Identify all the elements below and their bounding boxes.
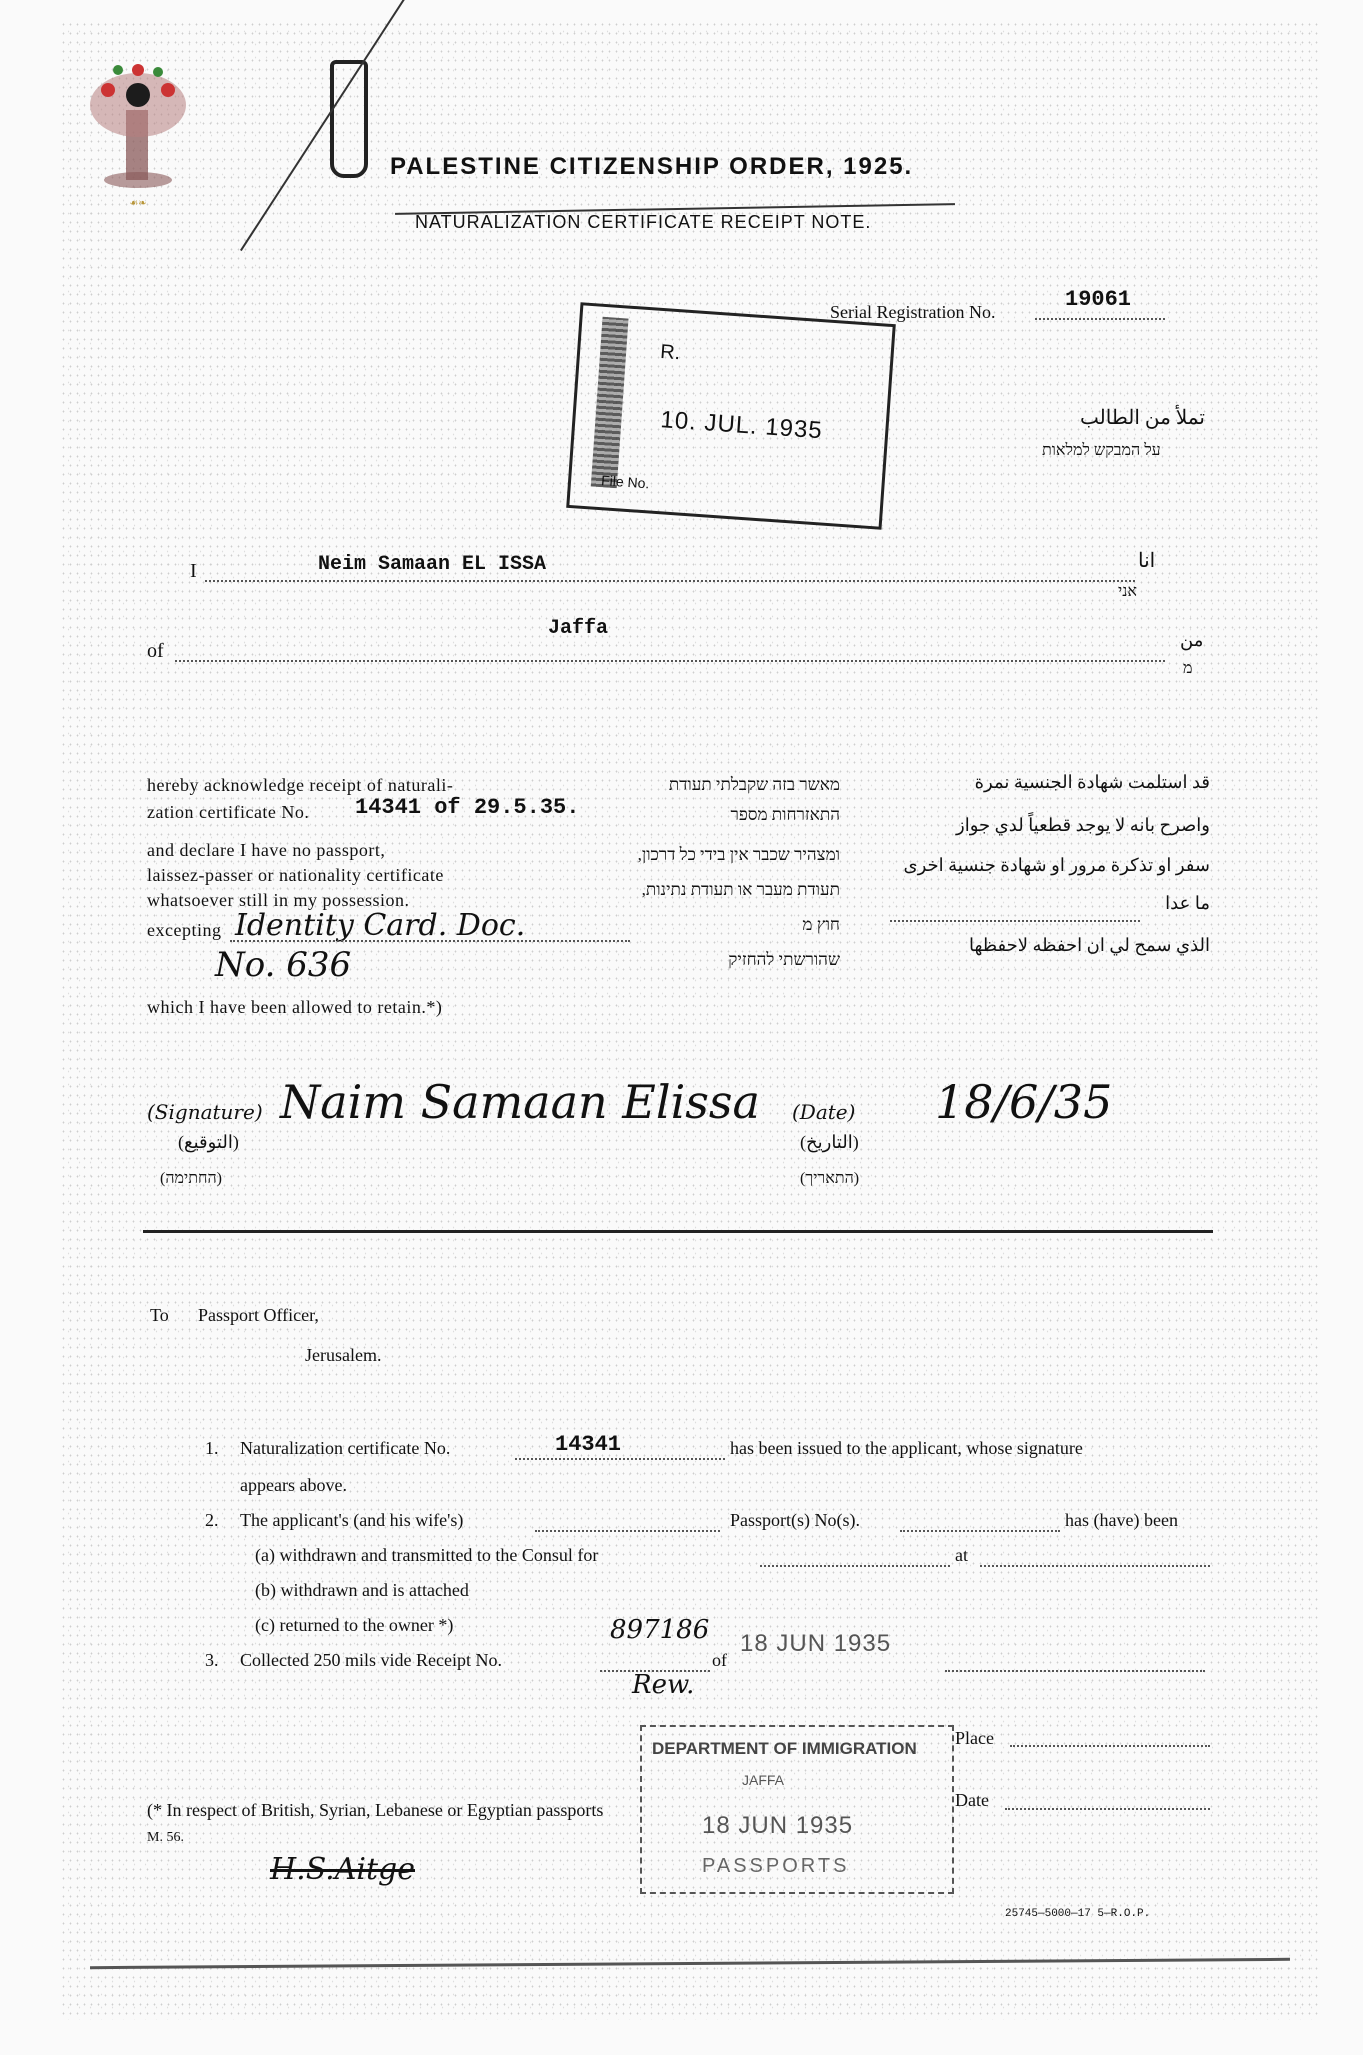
he-line3: ומצהיר שכבר אין בידי כל דרכון, bbox=[637, 845, 840, 864]
excepting-handwritten-2: No. 636 bbox=[215, 945, 352, 985]
city: Jerusalem. bbox=[305, 1345, 382, 1365]
en-line2: zation certificate No. bbox=[147, 802, 310, 822]
stamp-file-label: File No. bbox=[600, 472, 650, 492]
ar-dotline bbox=[890, 920, 1140, 922]
clip-mark bbox=[330, 60, 368, 178]
serial-number: 19061 bbox=[1065, 287, 1132, 312]
ar-line3: سفر او تذكرة مرور او شهادة جنسية اخرى bbox=[903, 855, 1210, 875]
item1-certificate: 14341 bbox=[555, 1432, 622, 1457]
excepting-handwritten: Identity Card. Doc. bbox=[235, 908, 526, 943]
item2c-text: (c) returned to the owner *) bbox=[255, 1615, 454, 1635]
item3-text: Collected 250 mils vide Receipt No. bbox=[240, 1650, 502, 1670]
form-title: PALESTINE CITIZENSHIP ORDER, 1925. bbox=[390, 153, 914, 180]
arabic-fill-note: تملأ من الطالب bbox=[1080, 407, 1205, 429]
he-line6: שהורשתי להחזיק bbox=[728, 950, 840, 969]
place-dotline bbox=[175, 660, 1165, 662]
item2-number: 2. bbox=[205, 1510, 219, 1530]
ar-line5: الذي سمح لي ان احفظه لاحفظها bbox=[968, 935, 1210, 955]
signature-label-arabic: (التوقيع) bbox=[178, 1132, 239, 1152]
to-label: To bbox=[150, 1305, 169, 1325]
item2-text-b: Passport(s) No(s). bbox=[730, 1510, 860, 1530]
of-label: of bbox=[147, 640, 164, 662]
item1-dotline bbox=[515, 1458, 725, 1460]
item1-number: 1. bbox=[205, 1438, 219, 1458]
item1-text: Naturalization certificate No. bbox=[240, 1438, 451, 1458]
ar-line4: ما عدا bbox=[1165, 893, 1210, 913]
item3-dotline-b bbox=[945, 1670, 1205, 1672]
item2-dotline-b bbox=[900, 1530, 1060, 1532]
officer-signature: H.S.Aitge bbox=[270, 1852, 415, 1887]
item2a-dotline bbox=[760, 1565, 950, 1567]
signature-label: (Signature) bbox=[147, 1100, 263, 1124]
stamp-passports: PASSPORTS bbox=[702, 1855, 850, 1877]
immigration-stamp bbox=[640, 1725, 954, 1894]
serial-label: Serial Registration No. bbox=[830, 302, 996, 322]
item3-date-stamp: 18 JUN 1935 bbox=[740, 1630, 892, 1657]
signature-date: 18/6/35 bbox=[935, 1075, 1113, 1129]
item2a-at: at bbox=[955, 1545, 968, 1565]
ar-line2: واصرح بانه لا يوجد قطعياً لدي جواز bbox=[956, 815, 1210, 835]
received-stamp bbox=[566, 302, 896, 530]
item1-text-c: appears above. bbox=[240, 1475, 347, 1495]
stamp-dept: DEPARTMENT OF IMMIGRATION bbox=[652, 1739, 917, 1758]
en-line1: hereby acknowledge receipt of naturali- bbox=[147, 775, 454, 795]
item2a-at-dotline bbox=[980, 1565, 1210, 1567]
ar-line1: قد استلمت شهادة الجنسية نمرة bbox=[974, 772, 1210, 792]
excepting-label: excepting bbox=[147, 920, 222, 940]
date-label-arabic: (التاريخ) bbox=[800, 1132, 859, 1152]
stamp-city: JAFFA bbox=[742, 1772, 785, 1788]
applicant-name: Neim Samaan EL ISSA bbox=[318, 553, 547, 576]
item3-of: of bbox=[712, 1650, 727, 1670]
retain-text: which I have been allowed to retain.*) bbox=[147, 997, 443, 1017]
item1-text-b: has been issued to the applicant, whose signature bbox=[730, 1438, 1083, 1458]
place-dotline-bottom bbox=[1010, 1745, 1210, 1747]
item3-receipt-number: 897186 bbox=[610, 1615, 710, 1645]
form-subtitle: NATURALIZATION CERTIFICATE RECEIPT NOTE. bbox=[415, 212, 872, 232]
en-line3: and declare I have no passport, bbox=[147, 840, 386, 860]
form-code: M. 56. bbox=[147, 1830, 184, 1845]
excepting-dotline bbox=[230, 940, 630, 942]
item2-dotline-a bbox=[535, 1530, 720, 1532]
hebrew-of: מ bbox=[1183, 660, 1193, 677]
date-dotline-bottom bbox=[1005, 1808, 1210, 1810]
stamp-bottom-date: 18 JUN 1935 bbox=[702, 1812, 854, 1839]
en-line5: whatsoever still in my possession. bbox=[147, 890, 410, 910]
date-label-hebrew: (התאריך) bbox=[800, 1170, 860, 1187]
en-line4: laissez-passer or nationality certificate bbox=[147, 865, 444, 885]
item2-text: The applicant's (and his wife's) bbox=[240, 1510, 464, 1530]
to-value: Passport Officer, bbox=[198, 1305, 319, 1325]
he-line4: תעודת מעבר או תעודת נתינות, bbox=[641, 880, 840, 899]
arabic-of: من bbox=[1180, 630, 1204, 650]
he-line5: חוץ מ bbox=[802, 915, 840, 934]
applicant-signature: Naim Samaan Elissa bbox=[280, 1075, 760, 1129]
place-label: Place bbox=[955, 1728, 994, 1748]
svg-text:☙❧: ☙❧ bbox=[129, 198, 147, 209]
section-divider bbox=[143, 1230, 1213, 1233]
stamp-r-label: R. bbox=[659, 340, 682, 365]
arabic-i: انا bbox=[1138, 550, 1156, 572]
hebrew-fill-note: על המבקש למלאות bbox=[1042, 442, 1161, 459]
date-label-bottom: Date bbox=[955, 1790, 989, 1810]
stamp-date: 10. JUL. 1935 bbox=[659, 406, 824, 445]
certificate-number: 14341 of 29.5.35. bbox=[355, 795, 580, 820]
applicant-place: Jaffa bbox=[548, 617, 609, 640]
item3-number: 3. bbox=[205, 1650, 219, 1670]
serial-dotline bbox=[1035, 318, 1165, 320]
name-dotline bbox=[205, 580, 1135, 582]
i-label: I bbox=[190, 560, 197, 582]
item3-initial: Rew. bbox=[632, 1670, 695, 1700]
stamp-scribble bbox=[591, 317, 629, 488]
print-code: 25745—5000—17 5—R.O.P. bbox=[1005, 1908, 1151, 1920]
hebrew-i: אני bbox=[1118, 583, 1137, 600]
signature-label-hebrew: (החתימה) bbox=[160, 1170, 222, 1187]
item2b-text: (b) withdrawn and is attached bbox=[255, 1580, 469, 1600]
date-label: (Date) bbox=[792, 1100, 856, 1124]
item2-text-c: has (have) been bbox=[1065, 1510, 1178, 1530]
item2a-text: (a) withdrawn and transmitted to the Consul for bbox=[255, 1545, 599, 1565]
he-line2: התאזרחות מספר bbox=[730, 805, 840, 824]
tree-logo-icon bbox=[78, 50, 198, 210]
he-line1: מאשר בזה שקבלתי תעודת bbox=[668, 775, 840, 794]
footnote: (* In respect of British, Syrian, Lebanese or Egyptian passports bbox=[147, 1800, 604, 1820]
